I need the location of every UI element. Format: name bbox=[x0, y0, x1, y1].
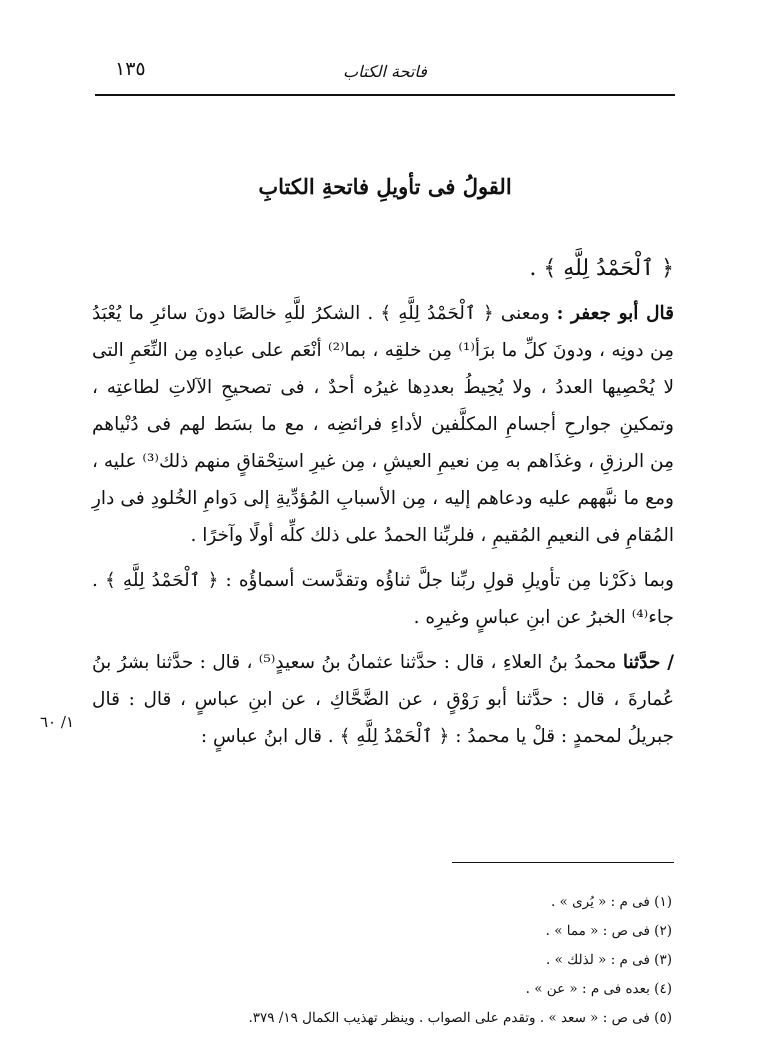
paragraph-lead: / حدَّثنا bbox=[622, 652, 674, 673]
footnote-4: (٤) بعده فى م : « عن » . bbox=[525, 981, 672, 997]
main-text bbox=[92, 250, 674, 763]
footnotes bbox=[200, 888, 672, 1033]
footnote-5: (٥) فى ص : « سعد » . وتقدم على الصواب . وينظر تهذيب الكمال ١٩/ ٣٧٩. bbox=[248, 1010, 672, 1026]
paragraph-2 bbox=[92, 562, 674, 636]
paragraph-lead: قال أبو جعفر : bbox=[556, 303, 674, 324]
header-rule bbox=[95, 94, 675, 96]
paragraph-3 bbox=[92, 644, 674, 755]
chapter-title: القولُ فى تأويلِ فاتحةِ الكتابِ bbox=[258, 174, 512, 200]
verse-line: ﴿ ٱلْحَمْدُ لِلَّهِ ﴾ . bbox=[529, 256, 674, 281]
paragraph-text: محمدُ بنُ العلاءِ ، قال : حدَّثنا عثمانُ بنُ سعيدٍ⁽⁵⁾ ، قال : حدَّثنا بشرُ بنُ عُمارةَ ، قال : حدَّثنا أبو رَوْقٍ ، عن الضَّحَّاكِ ، عن ابنِ عباسٍ ، قال : قال جبريلُ لمحمدٍ : قلْ يا محمدُ : ﴿ ٱلْحَمْدُ لِلَّهِ ﴾ . قال ابنُ عباسٍ : bbox=[92, 652, 675, 747]
footnote-1: (١) فى م : « يُرى » . bbox=[550, 894, 672, 910]
paragraph-text: وبما ذكَرْنا مِن تأويلِ قولِ ربِّنا جلَّ ثناؤُه وتقدَّست أسماؤُه : ﴿ ٱلْحَمْدُ لِلَّهِ ﴾ . جاء⁽⁴⁾ الخبرُ عن ابنِ عباسٍ وغيرِه . bbox=[92, 570, 674, 628]
footnote-2: (٢) فى ص : « مما » . bbox=[545, 923, 672, 939]
paragraph-text: ومعنى ﴿ ٱلْحَمْدُ لِلَّهِ ﴾ . الشكرُ للَّهِ خالصًا دونَ سائرِ ما يُعْبَدُ مِن دونِه ، ودونَ كلِّ ما برَأ⁽¹⁾ مِن خلقِه ، بما⁽²⁾ أنْعَم على عبادِه مِن النِّعَمِ التى لا يُحْصِيها العددُ ، ولا يُحِيطُ بعددِها غيرُه أحدٌ ، فى تصحيحِ الآلاتِ لطاعتِه ، وتمكينِ جوارحِ أجسامِ المكلَّفين لأداءِ فرائضِه ، مع ما بسَط لهم فى دُنْياهم مِن الرزقِ ، وغذَاهم به مِن نعيمِ العيشِ ، مِن غيرِ استِحْقاقٍ منهم ذلك⁽³⁾ عليه ، ومع ما نبَّههم عليه ودعاهم إليه ، مِن الأسبابِ المُؤدِّيةِ إلى دَوامِ الخُلودِ فى دارِ المُقامِ فى النعيمِ المُقيمِ ، فلربِّنا الحمدُ على ذلك كلِّه أولًا وآخرًا . bbox=[92, 303, 674, 546]
paragraph-1 bbox=[92, 295, 674, 554]
page-number: ١٣٥ bbox=[115, 58, 146, 80]
footnote-3: (٣) فى م : « لذلك » . bbox=[546, 952, 672, 968]
footnote-rule bbox=[452, 862, 674, 863]
running-title: فاتحة الكتاب bbox=[343, 62, 427, 81]
margin-reference: ١/ ٦٠ bbox=[40, 713, 75, 731]
running-header bbox=[95, 50, 675, 90]
